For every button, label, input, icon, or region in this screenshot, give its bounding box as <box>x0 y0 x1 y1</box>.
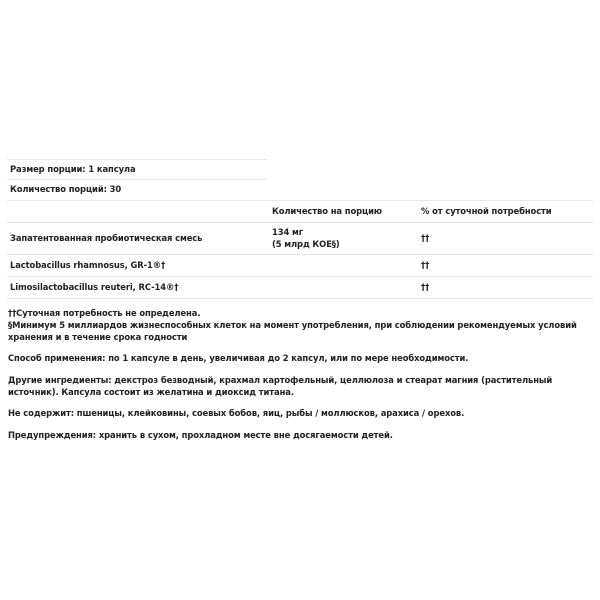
divider <box>7 276 593 277</box>
row-name: Lactobacillus rhamnosus, GR-1®† <box>10 260 166 270</box>
row-name: Limosilactobacillus reuteri, RC-14®† <box>10 282 179 292</box>
divider <box>7 222 593 223</box>
divider <box>7 254 593 255</box>
divider <box>7 179 267 180</box>
row-dv: †† <box>421 260 430 270</box>
serving-size: Размер порции: 1 капсула <box>10 164 136 174</box>
divider <box>7 159 267 160</box>
header-daily-value: % от суточной потребности <box>421 206 552 216</box>
divider <box>7 298 593 299</box>
usage-instructions: Способ применения: по 1 капсуле в день, увеличивая до 2 капсул, или по мере необходимости. <box>8 353 469 363</box>
does-not-contain: Не содержит: пшеницы, клейковины, соевых бобов, яиц, рыбы / моллюсков, арахиса / орехов. <box>8 408 465 418</box>
row-amount: 134 мг <box>272 227 304 237</box>
header-amount: Количество на порцию <box>272 206 382 216</box>
warnings: Предупреждения: хранить в сухом, прохладном месте вне досягаемости детей. <box>8 430 393 440</box>
footnote-cfu: §Минимум 5 миллиардов жизнеспособных клеток на момент употребления, при соблюдении рекомендуемых условий <box>8 320 577 330</box>
row-name: Запатентованная пробиотическая смесь <box>10 233 203 243</box>
row-amount-cfu: (5 млрд КОЕ§) <box>272 239 340 249</box>
row-dv: †† <box>421 233 430 243</box>
divider <box>7 200 593 201</box>
other-ingredients-cont: источник). Капсула состоит из желатина и диоксид титана. <box>8 387 294 397</box>
row-dv: †† <box>421 282 430 292</box>
footnote-cfu-cont: хранения и в течение срока годности <box>8 332 188 342</box>
servings-count: Количество порций: 30 <box>10 184 122 194</box>
footnote-dv: ††Суточная потребность не определена. <box>8 308 201 318</box>
other-ingredients: Другие ингредиенты: декстроз безводный, крахмал картофельный, целлюлоза и стеарат магния (растительный <box>8 375 553 385</box>
